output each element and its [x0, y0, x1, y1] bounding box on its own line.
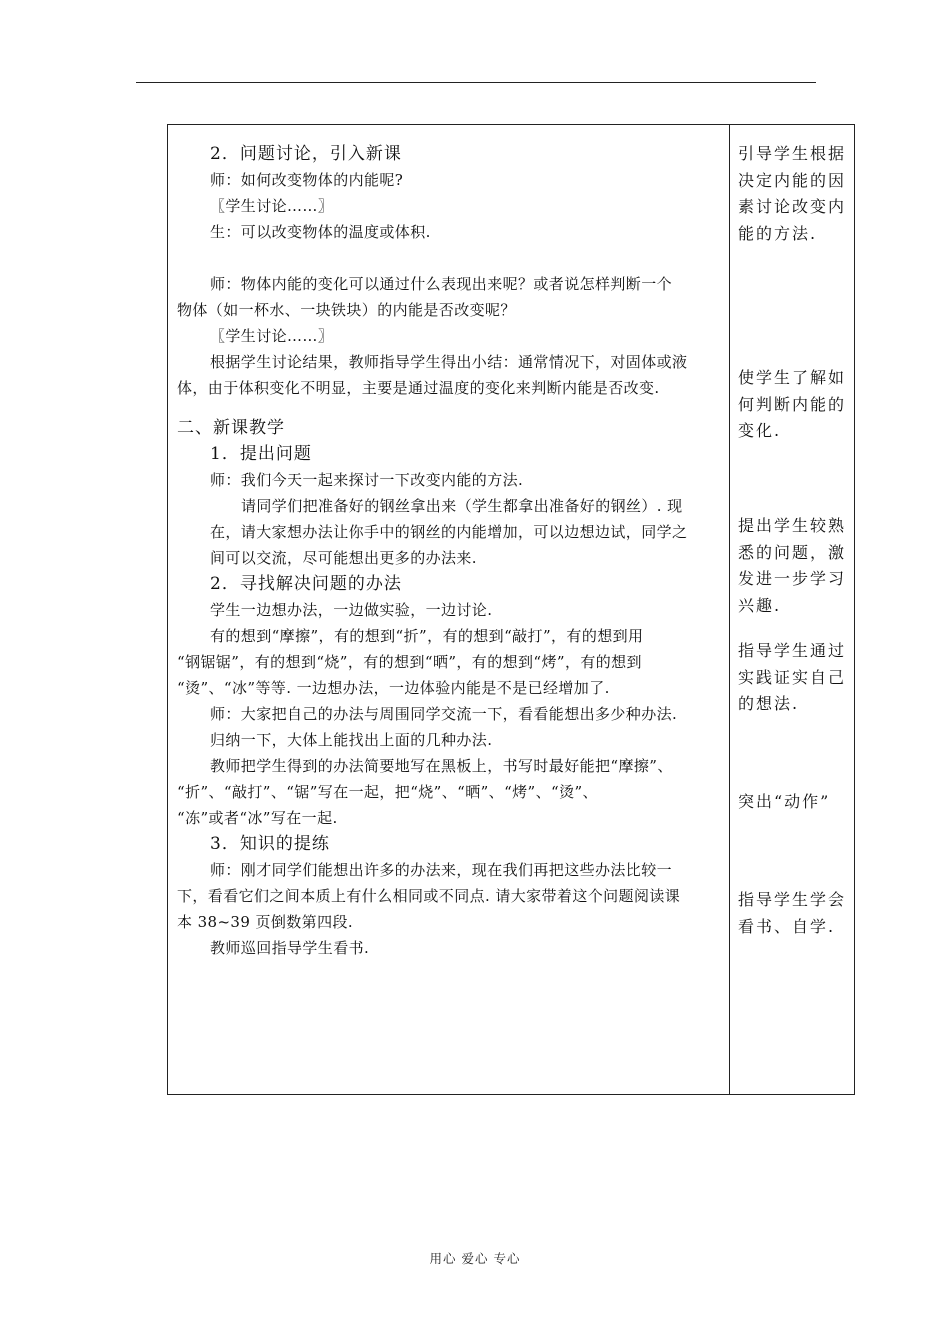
side-note-line: 看书、自学. — [738, 916, 836, 936]
text-line: 师：我们今天一起来探讨一下改变内能的方法. — [210, 471, 524, 489]
side-note — [738, 638, 846, 718]
text-line: 生：可以改变物体的温度或体积. — [210, 223, 431, 241]
side-note — [738, 141, 846, 247]
side-note-line: 变化. — [738, 421, 782, 440]
text-line: 本 38~39 页倒数第四段. — [177, 913, 354, 931]
text-line: “烫”、“冰”等等. 一边想办法，一边体验内能是不是已经增加了. — [177, 679, 610, 697]
text-line: 有的想到“摩擦”，有的想到“折”，有的想到“敲打”，有的想到用 — [210, 627, 644, 645]
text-line: 在，请大家想办法让你手中的钢丝的内能增加，可以边想边试，同学之 — [210, 523, 688, 541]
side-note — [738, 365, 846, 445]
side-note-line: 能的方法. — [738, 223, 818, 243]
text-line: 学生一边想办法，一边做实验，一边讨论. — [210, 601, 493, 619]
side-note-line: 悉的问题，激 — [738, 542, 847, 562]
text-line: 师：大家把自己的办法与周围同学交流一下，看看能想出多少种办法. — [210, 705, 678, 723]
text-line: 物体（如一杯水、一块铁块）的内能是否改变呢？ — [177, 301, 516, 319]
column-divider — [729, 124, 730, 1095]
text-line: “冻”或者“冰”写在一起. — [177, 809, 338, 827]
section-heading: 1．提出问题 — [210, 444, 312, 464]
section-heading: 3．知识的提练 — [210, 834, 330, 854]
side-note-line: 兴趣. — [738, 595, 782, 615]
text-line: 师：刚才同学们能想出许多的办法来，现在我们再把这些办法比较一 — [210, 861, 673, 879]
side-note-line: 发进一步学习 — [738, 569, 847, 588]
text-line: 教师巡回指导学生看书. — [210, 939, 370, 957]
text-line: 间可以交流，尽可能想出更多的办法来. — [210, 549, 477, 567]
text-line: 〖学生讨论……〗 — [210, 327, 334, 345]
side-note-line: 素讨论改变内 — [738, 197, 847, 216]
header-rule — [136, 82, 816, 83]
section-heading: 2．问题讨论，引入新课 — [210, 144, 402, 164]
text-line: “钢锯锯”，有的想到“烧”，有的想到“晒”，有的想到“烤”，有的想到 — [177, 653, 642, 671]
text-line: 归纳一下，大体上能找出上面的几种办法. — [210, 731, 493, 749]
side-note-line: 使学生了解如 — [738, 368, 847, 387]
text-line: 〖学生讨论……〗 — [210, 197, 334, 215]
side-note-line: 引导学生根据 — [738, 144, 847, 163]
section-heading: 2．寻找解决问题的办法 — [210, 574, 402, 594]
side-note — [738, 789, 830, 816]
text-line: 请同学们把准备好的钢丝拿出来（学生都拿出准备好的钢丝）. 现 — [241, 497, 683, 515]
page-footer: 用心 爱心 专心 — [429, 1251, 521, 1266]
side-note-line: 实践证实自己 — [738, 667, 847, 687]
side-note — [738, 513, 846, 619]
text-line: 师：物体内能的变化可以通过什么表现出来呢？或者说怎样判断一个 — [210, 275, 673, 293]
text-line: 师：如何改变物体的内能呢? — [210, 171, 404, 189]
teaching-process-column — [177, 141, 723, 961]
text-line: 下，看看它们之间本质上有什么相同或不同点. 请大家带着这个问题阅读课 — [177, 887, 681, 905]
side-note-line: 何判断内能的 — [738, 394, 847, 414]
side-note-line: 指导学生学会 — [738, 890, 847, 909]
side-note-line: 提出学生较熟 — [738, 516, 847, 535]
side-note-line: 决定内能的因 — [738, 170, 847, 190]
section-heading: 二、新课教学 — [177, 418, 285, 438]
side-note-line: 突出“动作” — [738, 792, 831, 811]
text-line: 根据学生讨论结果，教师指导学生得出小结：通常情况下，对固体或液 — [210, 353, 688, 371]
side-note-line: 指导学生通过 — [738, 641, 847, 660]
side-note — [738, 887, 846, 940]
side-note-line: 的想法. — [738, 694, 800, 713]
text-line: “折”、“敲打”、“锯”写在一起，把“烧”、“晒”、“烤”、“烫”、 — [177, 783, 598, 801]
text-line: 体，由于体积变化不明显，主要是通过温度的变化来判断内能是否改变. — [177, 379, 660, 397]
text-line: 教师把学生得到的办法简要地写在黑板上，书写时最好能把“摩擦”、 — [210, 757, 673, 775]
